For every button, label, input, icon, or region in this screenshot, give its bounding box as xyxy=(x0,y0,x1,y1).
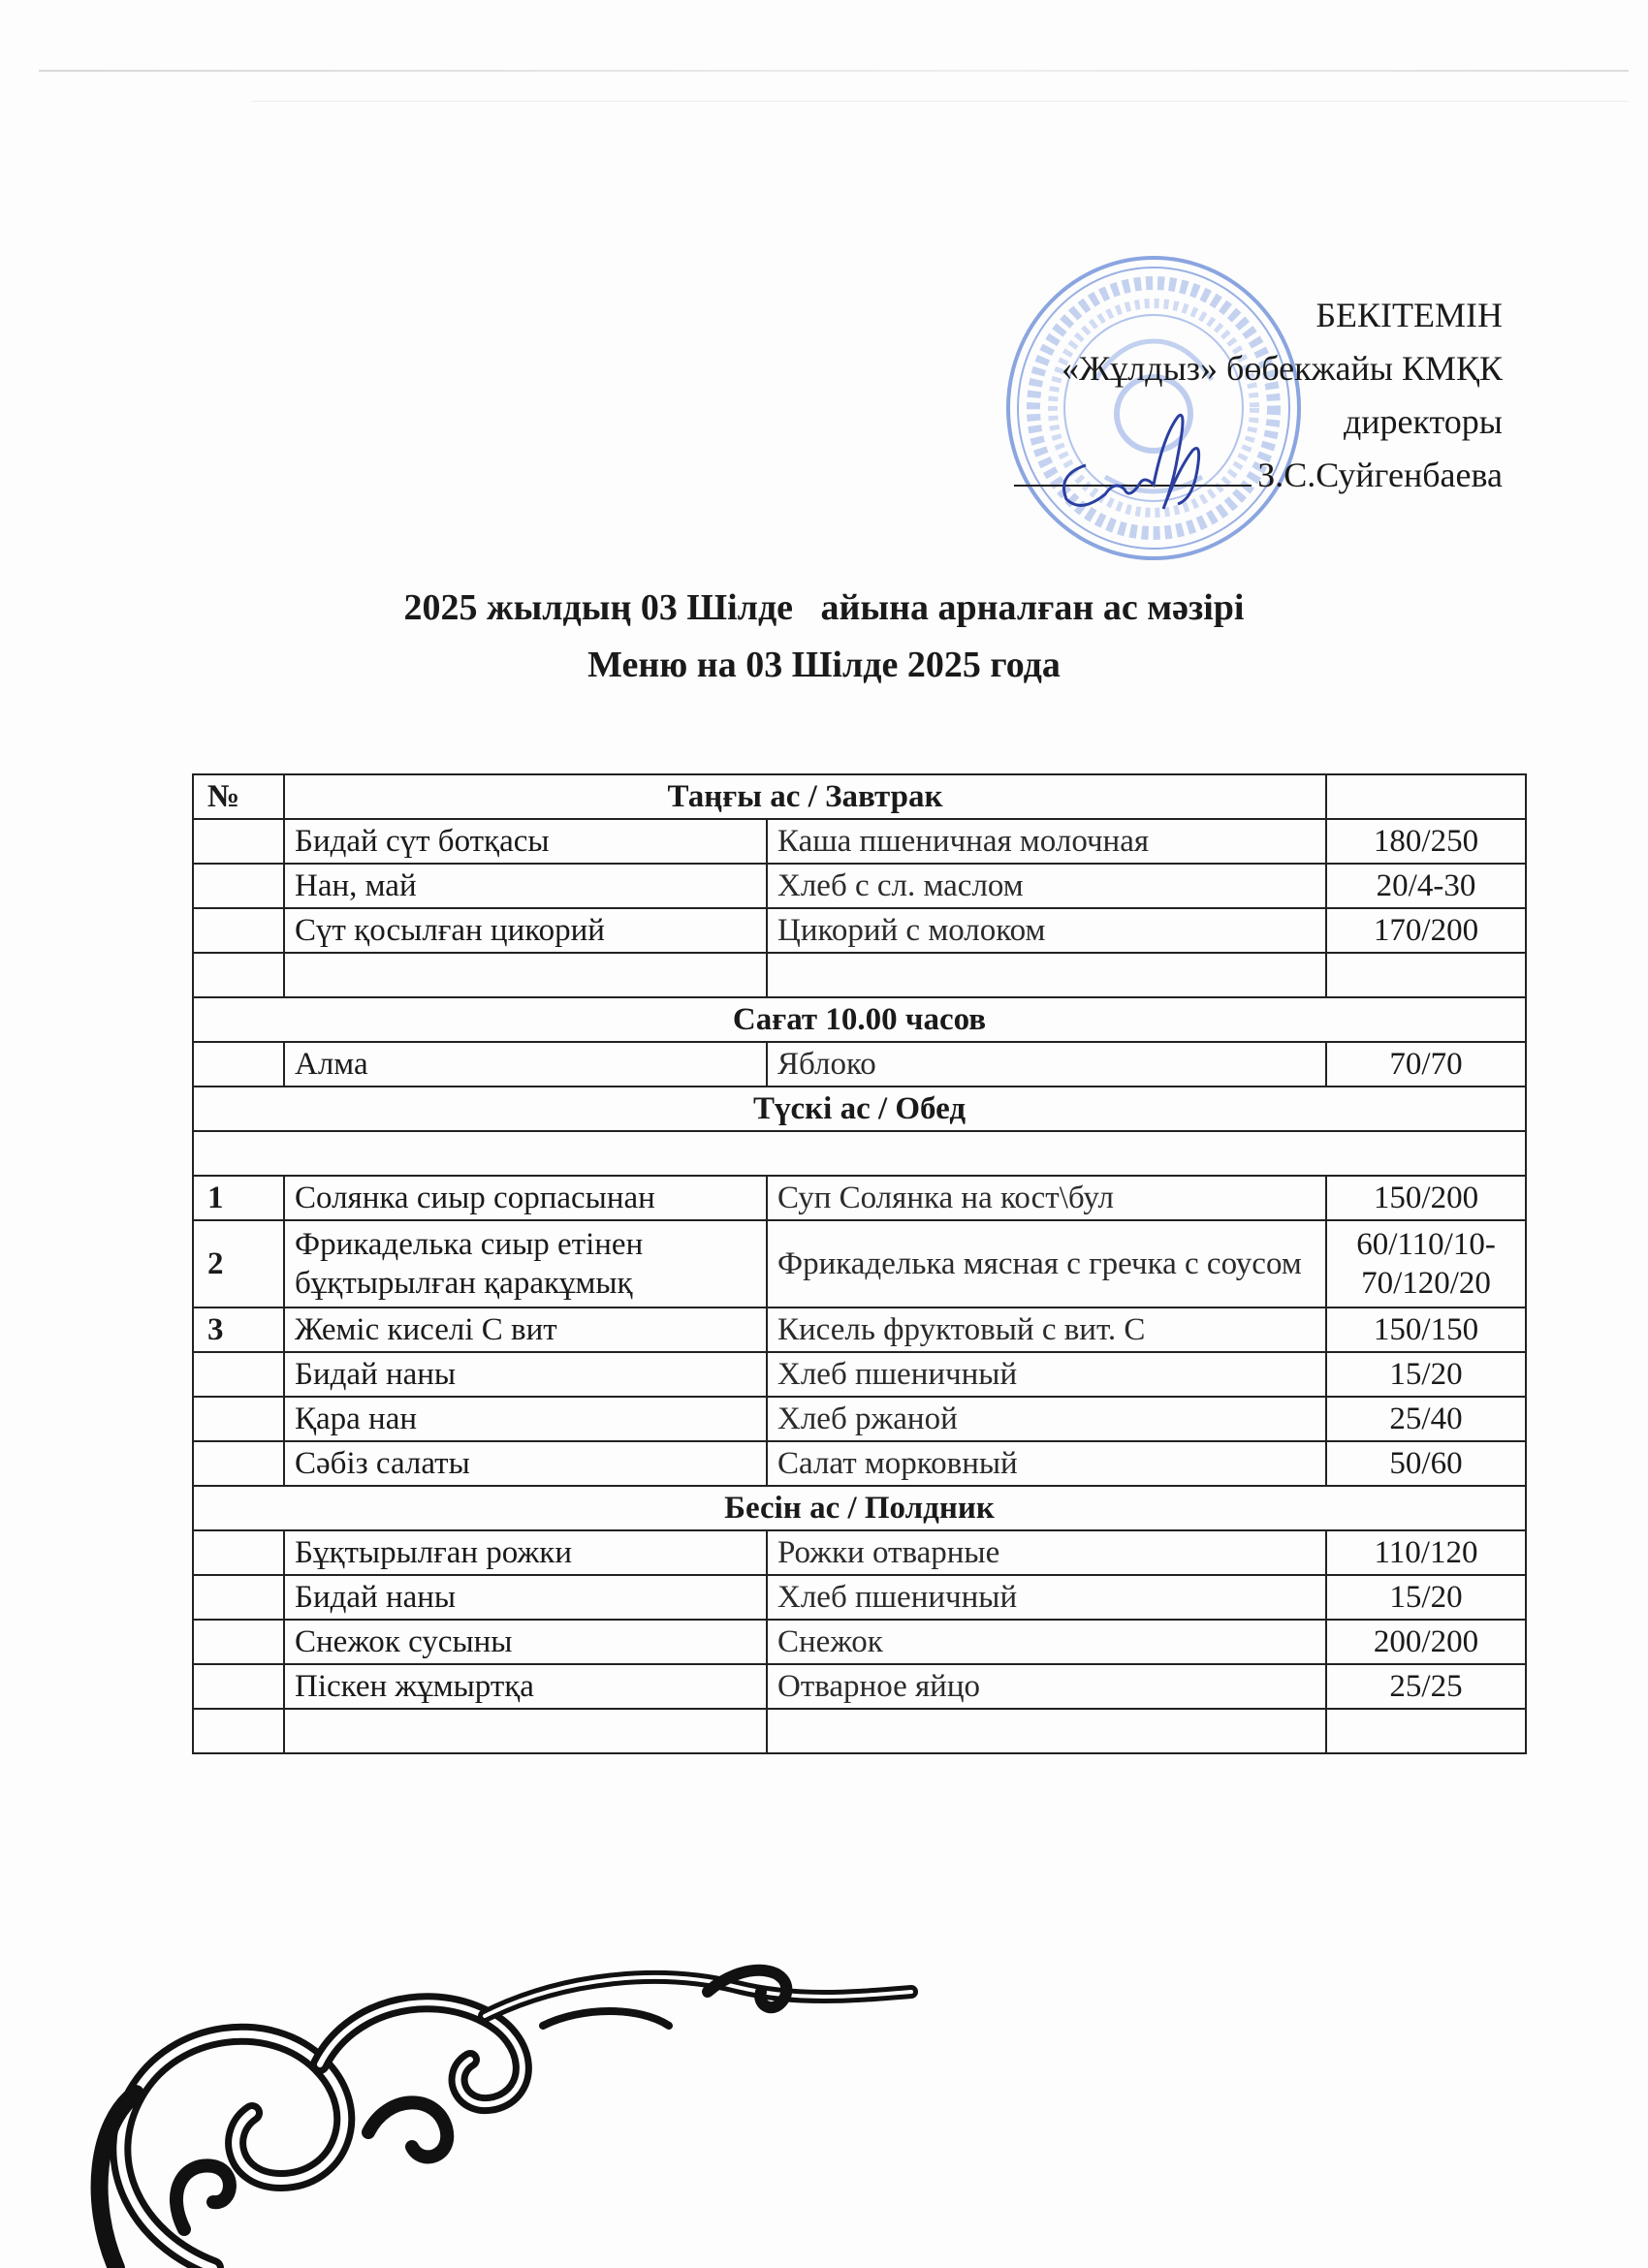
section-row xyxy=(193,1087,1526,1131)
dish-name-kazakh xyxy=(284,1709,767,1753)
row-number xyxy=(193,953,284,997)
row-number xyxy=(193,1575,284,1620)
portion-size: 110/120 xyxy=(1326,1530,1526,1575)
director-name: З.С.Суйгенбаева xyxy=(1257,456,1503,494)
dish-name-russian: Салат морковный xyxy=(767,1441,1326,1486)
row-number xyxy=(193,819,284,864)
row-number xyxy=(193,1530,284,1575)
portion-size: 70/70 xyxy=(1326,1042,1526,1087)
table-row xyxy=(193,1709,1526,1753)
portion-size: 50/60 xyxy=(1326,1441,1526,1486)
row-number xyxy=(193,1664,284,1709)
title-kazakh: 2025 жылдың 03 Шілде айына арналған ас мәзірі xyxy=(403,587,1245,628)
dish-name-kazakh: Піскен жұмыртқа xyxy=(284,1664,767,1709)
portion-size: 60/110/10-70/120/20 xyxy=(1326,1220,1526,1307)
row-number xyxy=(193,1397,284,1441)
dish-name-kazakh: Снежок сусыны xyxy=(284,1620,767,1664)
row-number: 3 xyxy=(193,1307,284,1352)
table-row xyxy=(193,864,1526,908)
number-header: № xyxy=(193,774,284,819)
decorative-ornament xyxy=(78,1948,950,2268)
signature xyxy=(1047,407,1221,514)
scan-artifact-line xyxy=(39,70,1629,72)
dish-name-russian: Рожки отварные xyxy=(767,1530,1326,1575)
dish-name-russian: Отварное яйцо xyxy=(767,1664,1326,1709)
portion-size: 170/200 xyxy=(1326,908,1526,953)
table-row xyxy=(193,953,1526,997)
dish-name-kazakh: Нан, май xyxy=(284,864,767,908)
section-title xyxy=(193,1131,1526,1176)
dish-name-russian xyxy=(767,1709,1326,1753)
dish-name-kazakh xyxy=(284,953,767,997)
table-row xyxy=(193,819,1526,864)
dish-name-kazakh: Қара нан xyxy=(284,1397,767,1441)
row-number: 1 xyxy=(193,1176,284,1220)
table-row xyxy=(193,1042,1526,1087)
section-row xyxy=(193,1131,1526,1176)
row-number xyxy=(193,1352,284,1397)
dish-name-kazakh: Бидай сүт ботқасы xyxy=(284,819,767,864)
table-row xyxy=(193,1441,1526,1486)
approval-heading: БЕКІТЕМІН xyxy=(1315,296,1503,334)
portion-size: 25/40 xyxy=(1326,1397,1526,1441)
approval-position: директоры xyxy=(1343,402,1503,441)
table-row xyxy=(193,1352,1526,1397)
portion-size xyxy=(1326,1709,1526,1753)
portion-size: 150/200 xyxy=(1326,1176,1526,1220)
row-number xyxy=(193,1620,284,1664)
portion-size xyxy=(1326,953,1526,997)
meal-header-breakfast: Таңғы ас / Завтрак xyxy=(284,774,1326,819)
portion-size: 180/250 xyxy=(1326,819,1526,864)
dish-name-kazakh: Бидай наны xyxy=(284,1352,767,1397)
portion-size: 200/200 xyxy=(1326,1620,1526,1664)
dish-name-kazakh: Жеміс киселі С вит xyxy=(284,1307,767,1352)
portion-size: 15/20 xyxy=(1326,1352,1526,1397)
dish-name-russian: Хлеб пшеничный xyxy=(767,1575,1326,1620)
portion-size: 20/4-30 xyxy=(1326,864,1526,908)
section-title: Сағат 10.00 часов xyxy=(193,997,1526,1042)
section-title: Бесін ас / Полдник xyxy=(193,1486,1526,1530)
table-row xyxy=(193,1176,1526,1220)
dish-name-russian: Хлеб ржаной xyxy=(767,1397,1326,1441)
row-number xyxy=(193,1441,284,1486)
portion-size: 15/20 xyxy=(1326,1575,1526,1620)
table-header-row xyxy=(193,774,1526,819)
menu-table xyxy=(192,773,1527,1754)
row-number xyxy=(193,864,284,908)
dish-name-kazakh: Сәбіз салаты xyxy=(284,1441,767,1486)
dish-name-russian xyxy=(767,953,1326,997)
dish-name-kazakh: Алма xyxy=(284,1042,767,1087)
table-row xyxy=(193,1220,1526,1307)
portion-header xyxy=(1326,774,1526,819)
table-row xyxy=(193,1575,1526,1620)
portion-size: 150/150 xyxy=(1326,1307,1526,1352)
table-row xyxy=(193,1397,1526,1441)
dish-name-russian: Яблоко xyxy=(767,1042,1326,1087)
dish-name-russian: Кисель фруктовый с вит. С xyxy=(767,1307,1326,1352)
row-number xyxy=(193,1042,284,1087)
row-number xyxy=(193,908,284,953)
section-row xyxy=(193,997,1526,1042)
table-row xyxy=(193,1307,1526,1352)
section-title: Түскі ас / Обед xyxy=(193,1087,1526,1131)
row-number xyxy=(193,1709,284,1753)
table-row xyxy=(193,908,1526,953)
dish-name-kazakh: Фрикаделька сиыр етінен бұқтырылған қаракұмық xyxy=(284,1220,767,1307)
dish-name-russian: Суп Солянка на кост\бул xyxy=(767,1176,1326,1220)
dish-name-russian: Цикорий с молоком xyxy=(767,908,1326,953)
table-row xyxy=(193,1620,1526,1664)
dish-name-russian: Хлеб пшеничный xyxy=(767,1352,1326,1397)
portion-size: 25/25 xyxy=(1326,1664,1526,1709)
table-row xyxy=(193,1530,1526,1575)
dish-name-russian: Каша пшеничная молочная xyxy=(767,819,1326,864)
scan-artifact-line xyxy=(252,101,1629,102)
dish-name-russian: Хлеб с сл. маслом xyxy=(767,864,1326,908)
title-russian: Меню на 03 Шілде 2025 года xyxy=(587,645,1061,685)
dish-name-kazakh: Бидай наны xyxy=(284,1575,767,1620)
dish-name-kazakh: Солянка сиыр сорпасынан xyxy=(284,1176,767,1220)
dish-name-kazakh: Сүт қосылған цикорий xyxy=(284,908,767,953)
approval-organization: «Жұлдыз» бөбекжайы КМҚК xyxy=(1062,349,1503,388)
dish-name-russian: Фрикаделька мясная с гречка с соусом xyxy=(767,1220,1326,1307)
row-number: 2 xyxy=(193,1220,284,1307)
dish-name-kazakh: Бұқтырылған рожки xyxy=(284,1530,767,1575)
table-row xyxy=(193,1664,1526,1709)
section-row xyxy=(193,1486,1526,1530)
dish-name-russian: Снежок xyxy=(767,1620,1326,1664)
